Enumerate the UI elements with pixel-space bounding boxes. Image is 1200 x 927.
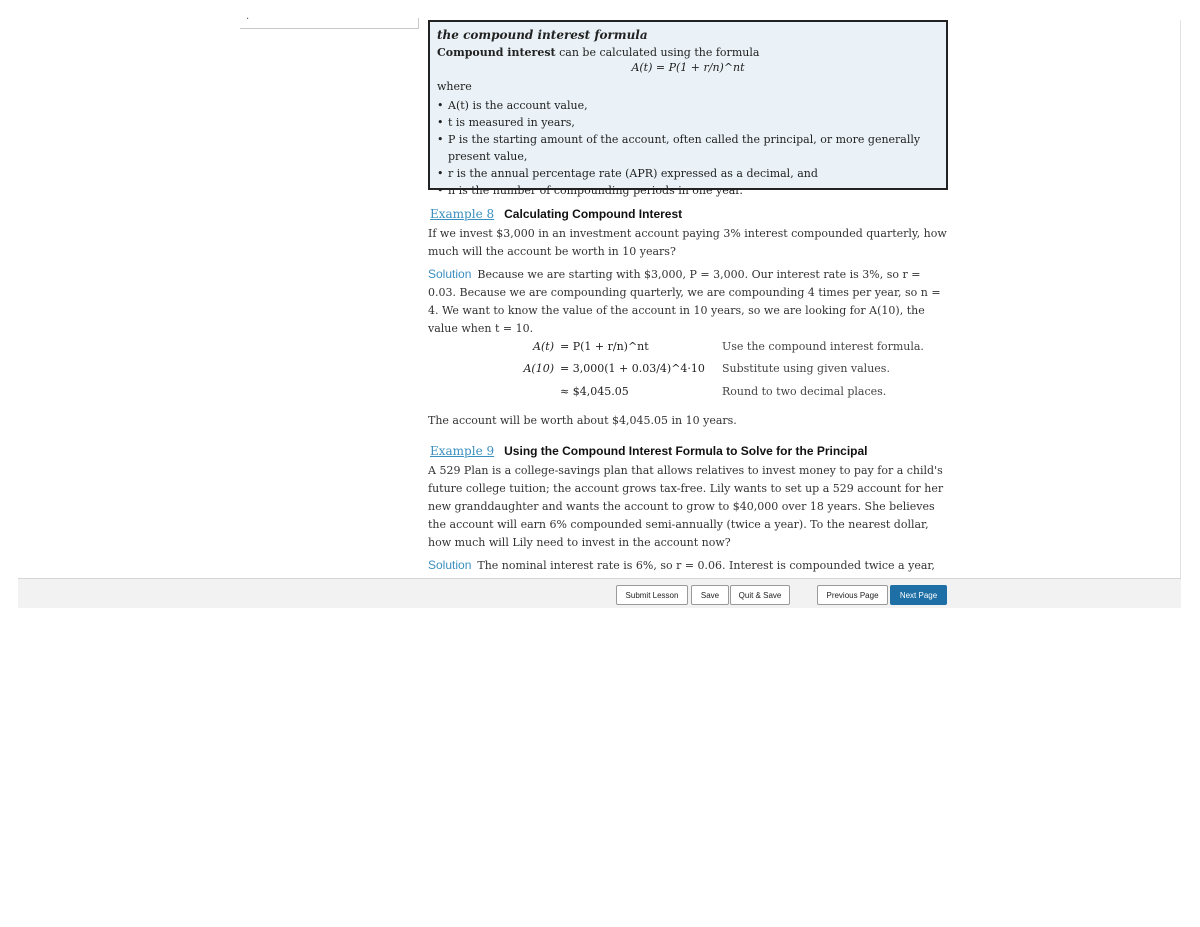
example9-solution — [428, 556, 948, 572]
example8-conclusion: The account will be worth about $4,045.05 in 10 years. — [428, 414, 737, 427]
example8-heading — [428, 207, 948, 221]
right-divider — [1180, 20, 1181, 578]
lesson-content[interactable] — [428, 20, 948, 577]
compound-interest-formula: A(t) = P(1 + r/n)^nt — [631, 61, 745, 74]
solution-text: Because we are starting with $3,000, P = 3,000. Our interest rate is 3%, so r = 0.03. Because we are compounding quarterly, we are compounding 4 times per year, so n = 4. We want to know the value of the account in 10 years, so we are looking for A(10), the value when t = 10. — [428, 268, 941, 335]
variable-item: • P is the starting amount of the account, often called the principal, or more generally present value, — [437, 131, 939, 165]
example9-link[interactable]: Example 9 — [430, 444, 495, 458]
next-page-button[interactable]: Next Page — [890, 585, 947, 605]
variable-item: • n is the number of compounding periods in one year. — [437, 182, 939, 199]
left-panel-divider — [240, 18, 419, 29]
intro-rest: can be calculated using the formula — [555, 46, 760, 59]
example9-title: Using the Compound Interest Formula to Solve for the Principal — [504, 444, 868, 458]
step-lhs: A(t) — [533, 340, 554, 353]
previous-page-button[interactable]: Previous Page — [817, 585, 888, 605]
example8-title: Calculating Compound Interest — [504, 207, 683, 221]
formula-variable-list — [437, 97, 939, 199]
step-note: Use the compound interest formula. — [722, 340, 924, 353]
formula-where: where — [437, 80, 472, 93]
formula-box-intro — [437, 46, 939, 59]
submit-lesson-button[interactable]: Submit Lesson — [616, 585, 688, 605]
quit-save-button[interactable]: Quit & Save — [730, 585, 790, 605]
save-button[interactable]: Save — [691, 585, 729, 605]
formula-box-title: the compound interest formula — [437, 28, 648, 42]
solution-label: Solution — [428, 267, 472, 281]
step-note: Substitute using given values. — [722, 362, 890, 375]
lesson-toolbar — [18, 578, 1181, 608]
variable-item: • r is the annual percentage rate (APR) expressed as a decimal, and — [437, 165, 939, 182]
solution-label: Solution — [428, 558, 472, 572]
calculation-steps — [428, 340, 948, 402]
variable-item: • t is measured in years, — [437, 114, 939, 131]
step-rhs: = 3,000(1 + 0.03/4)^4·10 — [560, 362, 705, 375]
solution-text: The nominal interest rate is 6%, so r = 0.06. Interest is compounded twice a year, — [477, 559, 935, 572]
left-panel-marker: . — [246, 11, 250, 22]
example9-question: A 529 Plan is a college-savings plan that allows relatives to invest money to pay for a child's future college tuition; the account grows tax-free. Lily wants to set up a 529 account for her new granddaughter and wants the account to grow to $40,000 over 18 years. She believes the account will earn 6% compounded semi-annually (twice a year). To the nearest dollar, how much will Lily need to invest in the account now? — [428, 464, 944, 549]
example8-link[interactable]: Example 8 — [430, 207, 495, 221]
example9-heading — [428, 444, 948, 458]
example8-question: If we invest $3,000 in an investment account paying 3% interest compounded quarterly, how much will the account be worth in 10 years? — [428, 227, 947, 258]
step-rhs: ≈ $4,045.05 — [560, 385, 629, 398]
step-lhs: A(10) — [523, 362, 554, 375]
variable-item: • A(t) is the account value, — [437, 97, 939, 114]
step-note: Round to two decimal places. — [722, 385, 887, 398]
example8-solution — [428, 265, 948, 338]
step-rhs: = P(1 + r/n)^nt — [560, 340, 649, 353]
intro-bold: Compound interest — [437, 46, 556, 59]
formula-box — [428, 20, 948, 197]
